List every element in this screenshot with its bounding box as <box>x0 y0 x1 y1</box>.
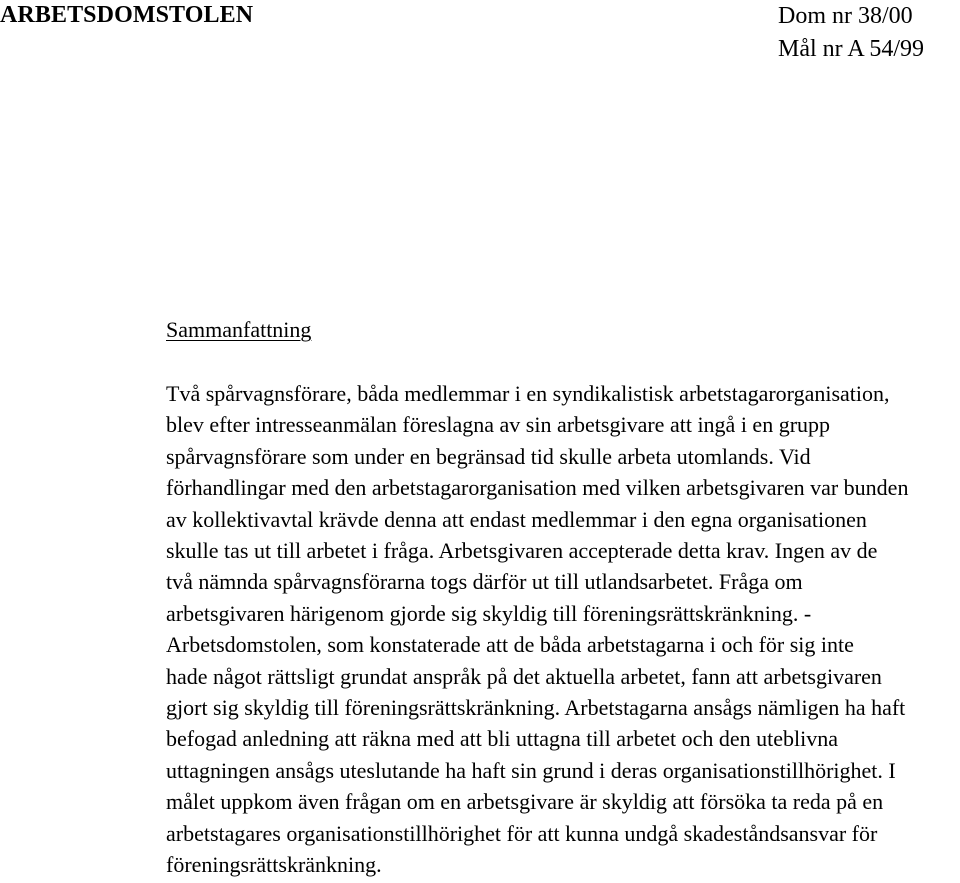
summary-line: Arbetsdomstolen, som konstaterade att de båda arbetstagarna i och för sig inte <box>166 632 854 658</box>
case-reference-block <box>778 0 924 66</box>
summary-line: föreningsrättskränkning. <box>166 852 382 878</box>
summary-line: av kollektivavtal krävde denna att endast medlemmar i den egna organisationen <box>166 506 867 532</box>
summary-line: arbetsgivaren härigenom gjorde sig skyldig till föreningsrättskränkning. - <box>166 600 812 626</box>
summary-line: målet uppkom även frågan om en arbetsgivare är skyldig att försöka ta reda på en <box>166 789 884 815</box>
court-name: ARBETSDOMSTOLEN <box>0 2 254 28</box>
judgment-number: Dom nr 38/00 <box>778 3 913 29</box>
summary-line: skulle tas ut till arbetet i fråga. Arbetsgivaren accepterade detta krav. Ingen av de <box>166 538 878 564</box>
summary-line: hade något rättsligt grundat anspråk på det aktuella arbetet, fann att arbetsgivaren <box>166 663 882 689</box>
case-number: Mål nr A 54/99 <box>778 36 925 62</box>
summary-line: befogad anledning att räkna med att bli uttagna till arbetet och den uteblivna <box>166 726 838 752</box>
summary-line: spårvagnsförare som under en begränsad tid skulle arbeta utomlands. Vid <box>166 443 811 469</box>
summary-line: Två spårvagnsförare, båda medlemmar i en syndikalistisk arbetstagarorganisation, <box>166 381 890 406</box>
summary-heading: Sammanfattning <box>166 317 312 342</box>
summary-line: två nämnda spårvagnsförarna togs därför ut till utlandsarbetet. Fråga om <box>166 569 803 595</box>
summary-line: arbetstagares organisationstillhörighet för att kunna undgå skadeståndsansvar för <box>166 820 878 846</box>
summary-line: uttagningen ansågs uteslutande ha haft sin grund i deras organisationstillhörighet. I <box>166 757 896 783</box>
summary-line: förhandlingar med den arbetstagarorganisation med vilken arbetsgivaren var bunden <box>166 475 909 501</box>
summary-line: gjort sig skyldig till föreningsrättskränkning. Arbetstagarna ansågs nämligen ha haft <box>166 695 906 721</box>
summary-line: blev efter intresseanmälan föreslagna av sin arbetsgivare att ingå i en grupp <box>166 412 831 438</box>
summary-paragraph <box>166 378 960 881</box>
